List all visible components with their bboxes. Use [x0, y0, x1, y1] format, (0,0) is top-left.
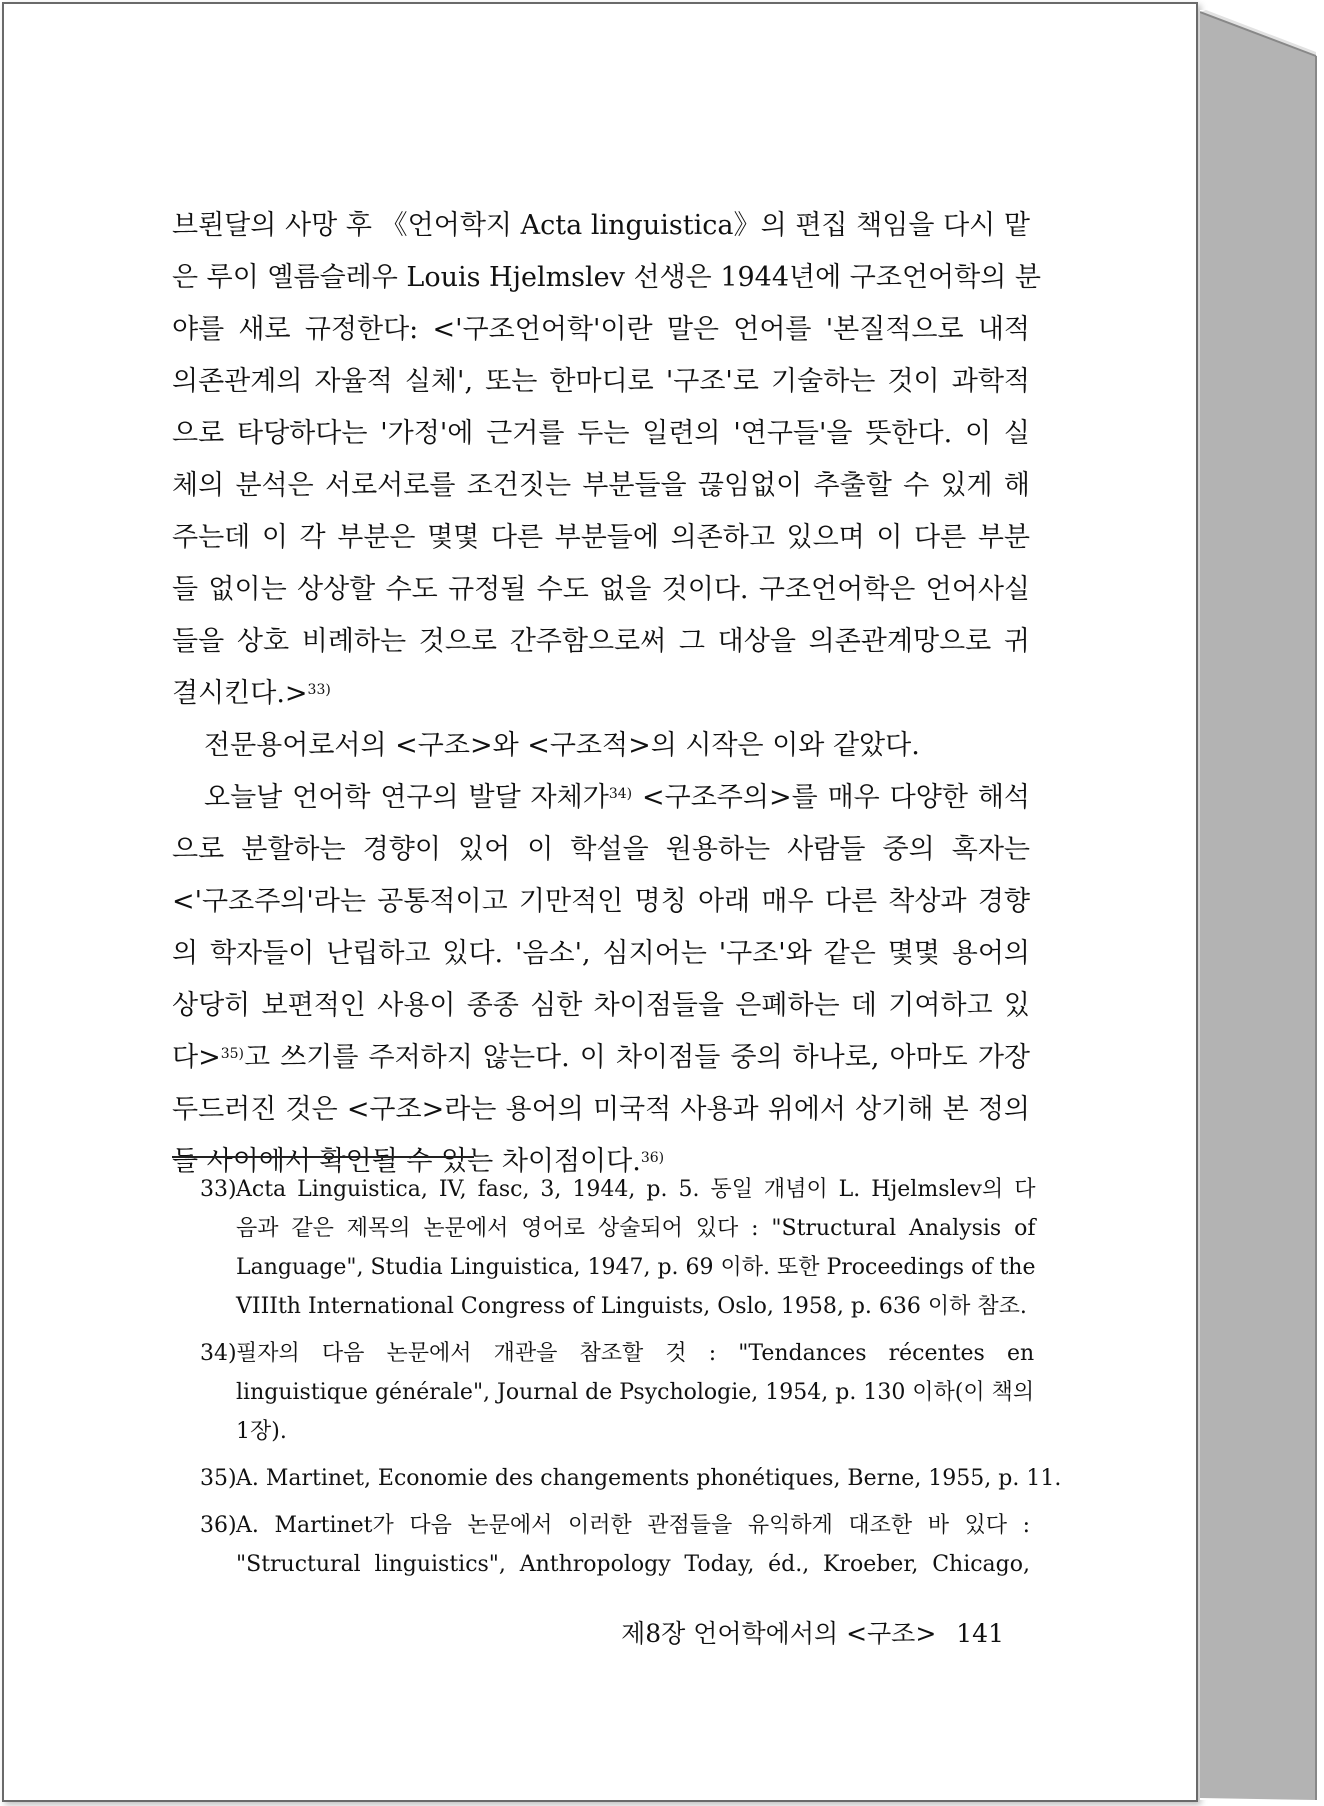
footnote-number: 35) — [200, 1466, 237, 1491]
book-page — [2, 2, 1198, 1802]
body-line: 의존관계의 자율적 실체', 또는 한마디로 '구조'로 기술하는 것이 과학적 — [172, 366, 1030, 397]
footnote-line: Language", Studia Linguistica, 1947, p. 69 이하. 또한 Proceedings of the — [236, 1255, 1036, 1280]
page-footer — [604, 1614, 1004, 1650]
footnote-rule — [172, 1156, 474, 1158]
body-line: 들을 상호 비례하는 것으로 간주함으로써 그 대상을 의존관계망으로 귀 — [172, 626, 1030, 657]
body-line: 체의 분석은 서로서로를 조건짓는 부분들을 끊임없이 추출할 수 있게 해 — [172, 470, 1030, 501]
footnote-number: 33) — [200, 1177, 237, 1202]
footnote-line: Acta Linguistica, IV, fasc, 3, 1944, p. 5. 동일 개념이 L. Hjelmslev의 다 — [236, 1177, 1036, 1202]
body-line: 으로 분할하는 경향이 있어 이 학설을 원용하는 사람들 중의 혹자는 — [172, 834, 1030, 865]
footnote-line: 필자의 다음 논문에서 개관을 참조할 것 : "Tendances récentes en — [236, 1341, 1035, 1366]
body-line — [172, 1032, 1030, 1084]
body-line-text: 결시킨다.> — [172, 678, 308, 709]
footnote-number: 34) — [200, 1341, 237, 1366]
running-head: 제8장 언어학에서의 <구조> — [621, 1619, 937, 1648]
body-line-text: <구조주의>를 매우 다양한 해석 — [642, 782, 1030, 813]
body-line: 브뢴달의 사망 후 《언어학지 Acta linguistica》의 편집 책임을 다시 맡 — [172, 210, 1030, 241]
body-line: 두드러진 것은 <구조>라는 용어의 미국적 사용과 위에서 상기해 본 정의 — [172, 1094, 1030, 1125]
page-number: 141 — [956, 1619, 1004, 1648]
body-line: 으로 타당하다는 '가정'에 근거를 두는 일련의 '연구들'을 뜻한다. 이 실 — [172, 418, 1030, 449]
footnote-line: A. Martinet, Economie des changements phonétiques, Berne, 1955, p. 11. — [236, 1466, 1062, 1491]
body-line: 야를 새로 규정한다: <'구조언어학'이란 말은 언어를 '본질적으로 내적 — [172, 314, 1030, 345]
footnote-ref: 36) — [640, 1150, 665, 1166]
footnote — [200, 1170, 1036, 1326]
footnote-number: 36) — [200, 1513, 237, 1538]
footnote-line: 음과 같은 제목의 논문에서 영어로 상술되어 있다 : "Structural Analysis of — [236, 1216, 1036, 1241]
body-line-text: 오늘날 언어학 연구의 발달 자체가 — [204, 782, 609, 813]
body-line: 의 학자들이 난립하고 있다. '음소', 심지어는 '구조'와 같은 몇몇 용어의 — [172, 938, 1030, 969]
body-line: 은 루이 옐름슬레우 Louis Hjelmslev 선생은 1944년에 구조언어학의 분 — [172, 262, 1041, 293]
footnote-ref: 33) — [307, 682, 331, 698]
body-line-text: 고 쓰기를 주저하지 않는다. 이 차이점들 중의 하나로, 아마도 가장 — [244, 1042, 1030, 1073]
footnote-line: 1장). — [236, 1419, 287, 1444]
body-line — [172, 668, 1030, 720]
body-line: 상당히 보편적인 사용이 종종 심한 차이점들을 은폐하는 데 기여하고 있 — [172, 990, 1030, 1021]
footnote — [200, 1334, 1035, 1451]
body-text — [172, 200, 1041, 1188]
page-thickness-edge — [1200, 10, 1318, 1800]
footnote-line: VIIIth International Congress of Linguists, Oslo, 1958, p. 636 이하 참조. — [236, 1294, 1027, 1319]
footnote — [200, 1506, 1030, 1584]
footnote-ref: 34) — [608, 786, 633, 802]
footnote — [200, 1459, 1062, 1498]
body-line: <'구조주의'라는 공통적이고 기만적인 명칭 아래 매우 다른 착상과 경향 — [172, 886, 1030, 917]
body-line — [172, 772, 1030, 824]
body-line: 전문용어로서의 <구조>와 <구조적>의 시작은 이와 같았다. — [204, 730, 920, 761]
body-line-text: 들 사이에서 확인될 수 있는 차이점이다. — [172, 1146, 641, 1177]
body-line: 들 없이는 상상할 수도 규정될 수도 없을 것이다. 구조언어학은 언어사실 — [172, 574, 1030, 605]
footnote-line: "Structural linguistics", Anthropology Today, éd., Kroeber, Chicago, — [236, 1552, 1030, 1577]
footnote-line: A. Martinet가 다음 논문에서 이러한 관점들을 유익하게 대조한 바 있다 : — [236, 1513, 1030, 1538]
body-line-text: 다> — [172, 1042, 221, 1073]
body-line: 주는데 이 각 부분은 몇몇 다른 부분들에 의존하고 있으며 이 다른 부분 — [172, 522, 1030, 553]
footnotes — [200, 1170, 1062, 1592]
footnote-ref: 35) — [220, 1046, 244, 1062]
footnote-line: linguistique générale", Journal de Psychologie, 1954, p. 130 이하(이 책의 — [236, 1380, 1035, 1405]
